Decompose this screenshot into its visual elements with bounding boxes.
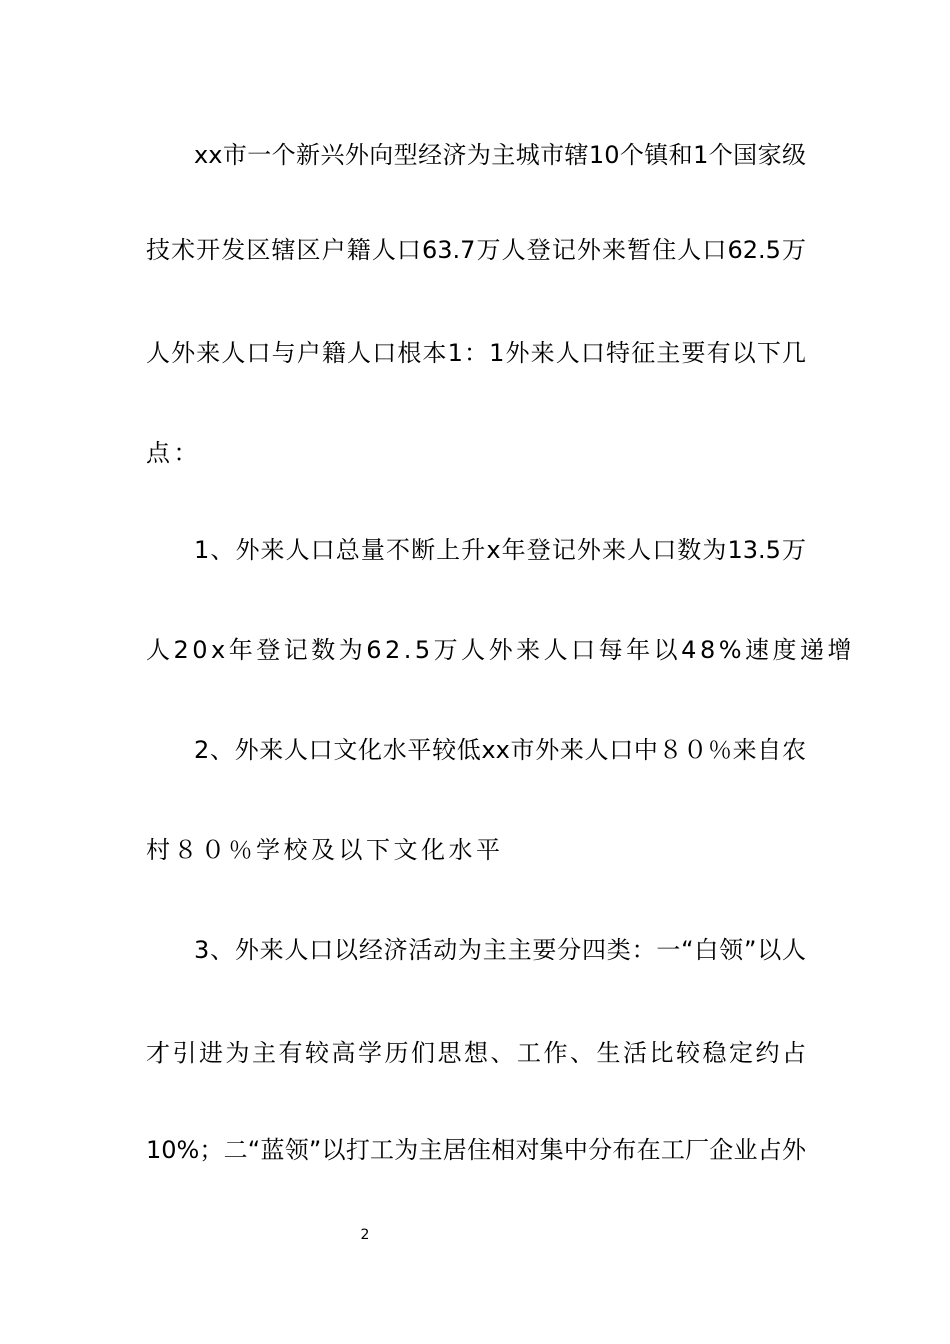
- paragraph-4-line-2: 才引进为主有较高学历们思想、工作、生活比较稳定约占: [146, 1039, 806, 1067]
- paragraph-1-line-3: 人外来人口与户籍人口根本1：1外来人口特征主要有以下几: [146, 339, 806, 367]
- paragraph-1-line-1: xx市一个新兴外向型经济为主城市辖10个镇和1个国家级: [194, 141, 806, 169]
- page-number: 2: [360, 1227, 370, 1243]
- paragraph-2-line-1: 1、外来人口总量不断上升x年登记外来人口数为13.5万: [194, 536, 806, 564]
- paragraph-3-line-1: 2、外来人口文化水平较低xx市外来人口中８０％来自农: [194, 736, 806, 764]
- paragraph-1-line-4: 点：: [146, 439, 201, 467]
- paragraph-4-line-1: 3、外来人口以经济活动为主主要分四类：一“白领”以人: [194, 936, 806, 964]
- paragraph-1-line-2: 技术开发区辖区户籍人口63.7万人登记外来暂住人口62.5万: [146, 236, 806, 264]
- paragraph-3-line-2: 村８０％学校及以下文化水平: [146, 836, 504, 864]
- paragraph-2-line-2: 人20x年登记数为62.5万人外来人口每年以48%速度递增: [146, 636, 856, 664]
- paragraph-4-line-3: 10%；二“蓝领”以打工为主居住相对集中分布在工厂企业占外: [146, 1136, 806, 1164]
